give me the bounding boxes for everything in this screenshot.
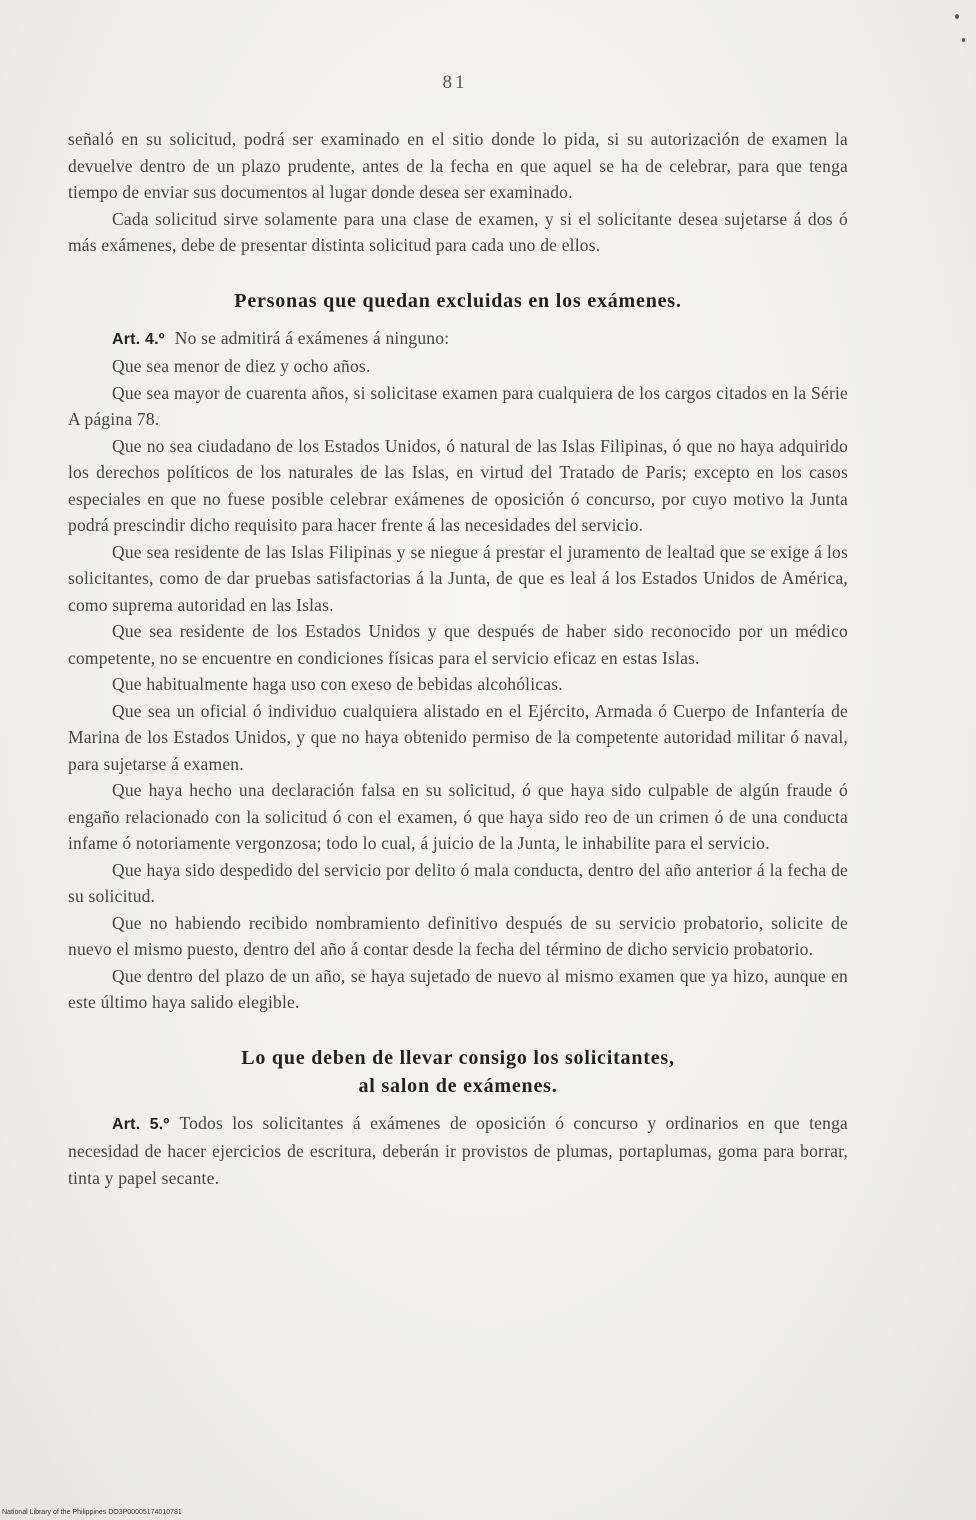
heading-line: Lo que deben de llevar consigo los solicitantes,	[241, 1046, 675, 1069]
exclusion-item: Que no sea ciudadano de los Estados Unidos, ó natural de las Islas Filipinas, ó que no haya adquirido los derechos políticos de los naturales de las Islas, en virtud del Tratado de Paris; excepto en los casos especiales en que no fuese posible celebrar exámenes de oposición ó concurso, por cuyo motivo la Junta podrá prescindir dicho requisito para hacer frente á las necesidades del servicio.	[68, 435, 848, 535]
exclusion-item: Que haya sido despedido del servicio por delito ó mala conducta, dentro del año anterior á la fecha de su solicitud.	[68, 859, 848, 906]
section-heading-exclusions: Personas que quedan excluidas en los exámenes.	[234, 289, 682, 312]
scan-speck	[962, 38, 965, 42]
exclusion-item: Que sea mayor de cuarenta años, si solicitase examen para cualquiera de los cargos citados en la Série A página 78.	[68, 382, 848, 429]
exclusion-item: Que haya hecho una declaración falsa en su solicitud, ó que haya sido culpable de algún fraude ó engaño relacionado con la solicitud ó con el examen, ó que haya sido reo de un crimen ó de una conducta infame ó notoriamente vergonzosa; todo lo cual, á juicio de la Junta, le inhabilite para el servicio.	[68, 780, 848, 853]
scan-speck	[955, 14, 959, 19]
body-text	[68, 126, 848, 1191]
article-text: Todos los solicitantes á exámenes de oposición ó concurso y ordinarios en que tenga necesidad de hacer ejercicios de escritura, deberán ir provistos de plumas, portaplumas, goma para borrar, tinta y papel secante.	[68, 1112, 848, 1188]
exclusion-item: Que no habiendo recibido nombramiento definitivo después de su servicio probatorio, solicite de nuevo el mismo puesto, dentro del año á contar desde la fecha del término de dicho servicio probatorio.	[68, 912, 848, 959]
section-heading-materials	[68, 1044, 848, 1100]
scan-footer: National Library of the Philippines DO3P00005174010781	[2, 1509, 182, 1516]
article-label: Art. 4.º	[112, 330, 165, 348]
article-label: Art. 5.º	[112, 1115, 170, 1133]
exclusion-item: Que sea residente de los Estados Unidos y que después de haber sido reconocido por un médico competente, no se encuentre en condiciones físicas para el servicio eficaz en estas Islas.	[68, 621, 848, 668]
exclusion-item: Que sea menor de diez y ocho años.	[112, 356, 371, 376]
exclusion-item: Que sea un oficial ó individuo cualquiera alistado en el Ejército, Armada ó Cuerpo de Infantería de Marina de los Estados Unidos, y que no haya obtenido permiso de la competente autoridad militar ó naval, para sujetarse á examen.	[68, 700, 848, 774]
intro-paragraph: Cada solicitud sirve solamente para una clase de examen, y si el solicitante desea sujetarse á dos ó más exámenes, debe de presentar distinta solicitud para cada uno de ellos.	[68, 208, 848, 255]
intro-paragraph: señaló en su solicitud, podrá ser examinado en el sitio donde lo pida, si su autorización de examen la devuelve dentro de un plazo prudente, antes de la fecha en que aquel se ha de celebrar, para que tenga tiempo de enviar sus documentos al lugar donde desea ser examinado.	[68, 129, 848, 202]
page-number: 81	[442, 72, 468, 93]
exclusion-item: Que sea residente de las Islas Filipinas y se niegue á prestar el juramento de lealtad que se exige á los solicitantes, como de dar pruebas satisfactorias á la Junta, de que es leal á los Estados Unidos de América, como suprema autoridad en las Islas.	[68, 541, 848, 615]
heading-line: al salon de exámenes.	[358, 1074, 558, 1097]
exclusion-item: Que dentro del plazo de un año, se haya sujetado de nuevo al mismo examen que ya hizo, aunque en este último haya salido elegible.	[68, 965, 848, 1012]
article-4	[68, 325, 848, 354]
exclusion-item: Que habitualmente haga uso con exeso de bebidas alcohólicas.	[112, 674, 563, 694]
article-5	[68, 1110, 848, 1192]
article-text: No se admitirá á exámenes á ninguno:	[174, 327, 450, 348]
